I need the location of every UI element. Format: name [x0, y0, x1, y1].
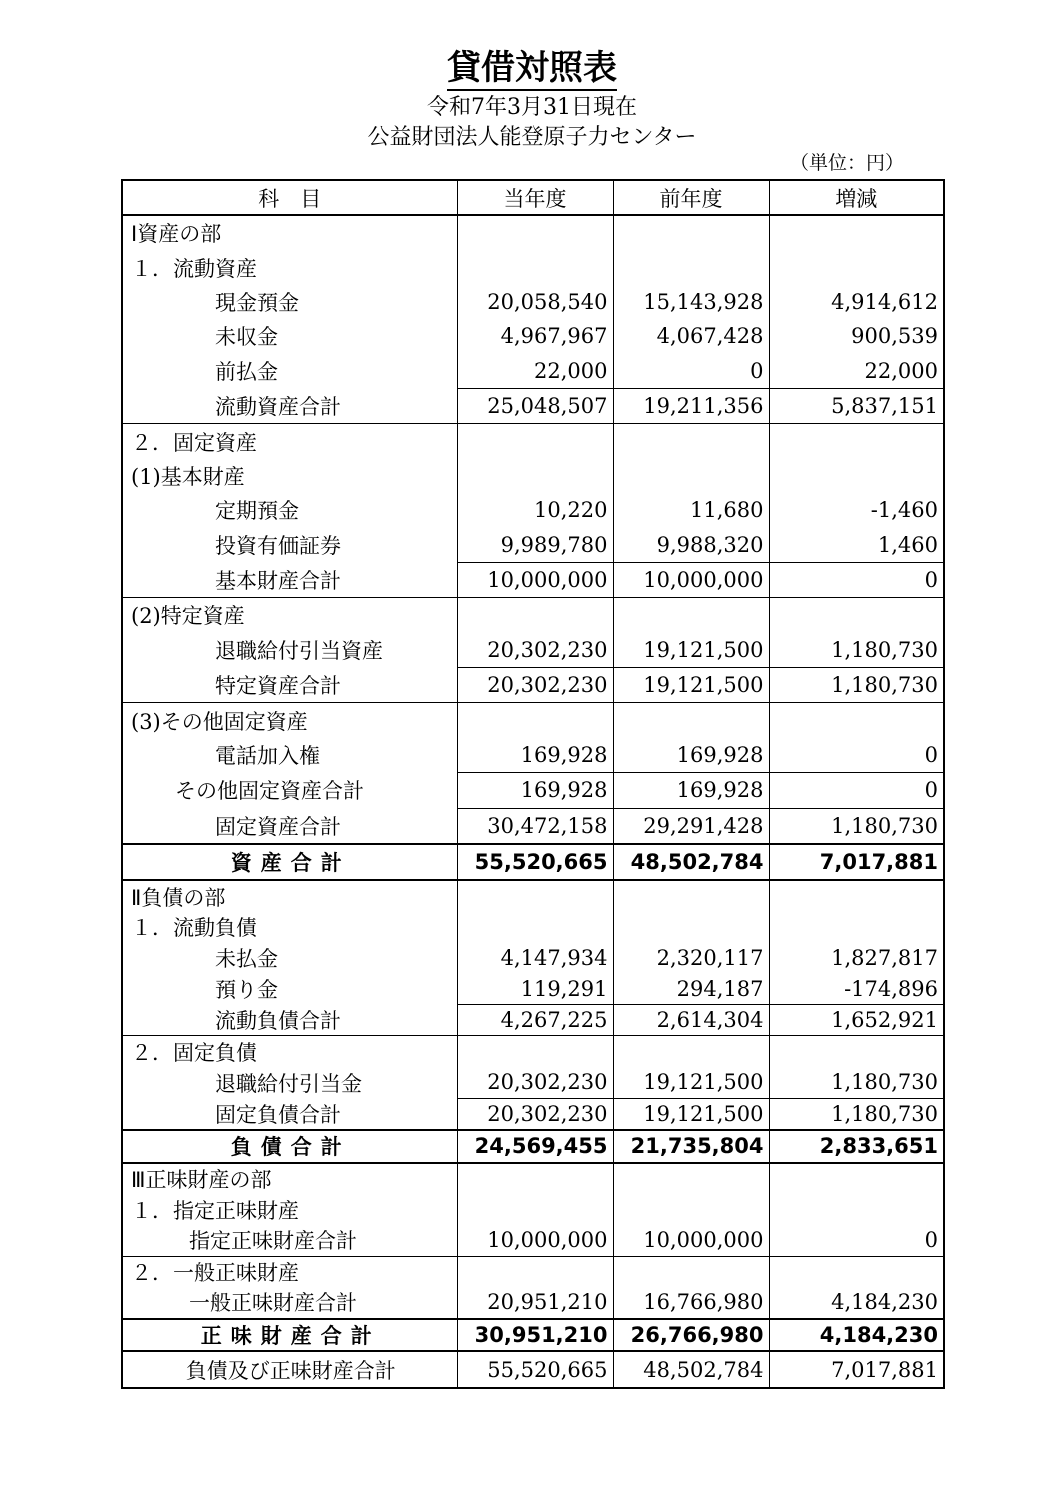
row-label: 電話加入権: [122, 738, 457, 773]
previous-value: 10,000,000: [613, 562, 769, 597]
row-label: ２．固定資産: [122, 424, 457, 459]
change-value: 0: [769, 1225, 944, 1256]
current-value: 169,928: [457, 773, 613, 808]
row-label: (1)基本財産: [122, 459, 457, 493]
row-label: １．指定正味財産: [122, 1194, 457, 1225]
previous-value: 19,121,500: [613, 1067, 769, 1098]
total-liabilities-and-net-assets-row: [122, 1351, 944, 1387]
table-row: [122, 319, 944, 353]
subtotal-row: [122, 1225, 944, 1256]
row-label: ２．一般正味財産: [122, 1256, 457, 1287]
group-row: [122, 598, 944, 633]
row-label: 未払金: [122, 943, 457, 974]
table-row: [122, 633, 944, 668]
row-label: ２．固定負債: [122, 1036, 457, 1067]
subtotal-row: [122, 1287, 944, 1319]
change-value: 5,837,151: [769, 388, 944, 423]
row-label: 一般正味財産合計: [122, 1287, 457, 1319]
group-row: [122, 424, 944, 459]
previous-value: 4,067,428: [613, 319, 769, 353]
group-row: [122, 1256, 944, 1287]
current-value: 20,951,210: [457, 1287, 613, 1319]
change-value: 1,180,730: [769, 808, 944, 844]
row-label: 指定正味財産合計: [122, 1225, 457, 1256]
subtotal-row: [122, 773, 944, 808]
row-label: (3)その他固定資産: [122, 703, 457, 738]
table-row: [122, 943, 944, 974]
row-label: 流動資産合計: [122, 388, 457, 423]
previous-value: 169,928: [613, 738, 769, 773]
current-value: 20,302,230: [457, 1067, 613, 1098]
current-value: 4,967,967: [457, 319, 613, 353]
row-label: 負債合計: [122, 1130, 457, 1163]
group-row: [122, 459, 944, 493]
row-label: 正味財産合計: [122, 1319, 457, 1352]
change-value: 4,914,612: [769, 285, 944, 319]
change-value: -174,896: [769, 973, 944, 1004]
change-value: 1,180,730: [769, 668, 944, 703]
subtotal-row: [122, 1098, 944, 1130]
previous-value: 0: [613, 354, 769, 389]
row-label: 固定負債合計: [122, 1098, 457, 1130]
row-label: Ⅲ正味財産の部: [122, 1163, 457, 1195]
change-value: 7,017,881: [769, 844, 944, 880]
change-value: 1,827,817: [769, 943, 944, 974]
change-value: 4,184,230: [769, 1319, 944, 1352]
change-value: 1,652,921: [769, 1004, 944, 1036]
current-value: 10,000,000: [457, 1225, 613, 1256]
total-assets-row: [122, 844, 944, 880]
row-label: 流動負債合計: [122, 1004, 457, 1036]
section-row: [122, 880, 944, 912]
change-value: 1,180,730: [769, 633, 944, 668]
section-row: [122, 215, 944, 250]
previous-value: 2,320,117: [613, 943, 769, 974]
header-current: 当年度: [457, 180, 613, 215]
current-value: 24,569,455: [457, 1130, 613, 1163]
group-row: [122, 912, 944, 943]
current-value: 4,267,225: [457, 1004, 613, 1036]
current-value: 10,220: [457, 493, 613, 527]
previous-value: 48,502,784: [613, 1351, 769, 1387]
section-row: [122, 1163, 944, 1195]
row-label: 預り金: [122, 973, 457, 1004]
group-row: [122, 1194, 944, 1225]
row-label: 固定資産合計: [122, 808, 457, 844]
change-value: 0: [769, 773, 944, 808]
total-liabilities-row: [122, 1130, 944, 1163]
current-value: 20,302,230: [457, 668, 613, 703]
change-value: 1,180,730: [769, 1067, 944, 1098]
balance-sheet-table: [121, 179, 945, 1389]
row-label: 定期預金: [122, 493, 457, 527]
current-value: 20,058,540: [457, 285, 613, 319]
unit-label: （単位：円）: [789, 152, 904, 174]
previous-value: 2,614,304: [613, 1004, 769, 1036]
subtotal-row: [122, 808, 944, 844]
current-value: 4,147,934: [457, 943, 613, 974]
row-label: 前払金: [122, 354, 457, 389]
current-value: 25,048,507: [457, 388, 613, 423]
row-label: １．流動負債: [122, 912, 457, 943]
row-label: その他固定資産合計: [122, 773, 457, 808]
current-value: 22,000: [457, 354, 613, 389]
current-value: 20,302,230: [457, 633, 613, 668]
current-value: 9,989,780: [457, 528, 613, 563]
as-of-date: 令和7年3月31日現在: [427, 95, 637, 120]
subtotal-row: [122, 562, 944, 597]
row-label: 特定資産合計: [122, 668, 457, 703]
header-change: 増減: [769, 180, 944, 215]
previous-value: 26,766,980: [613, 1319, 769, 1352]
change-value: 7,017,881: [769, 1351, 944, 1387]
subtotal-row: [122, 1004, 944, 1036]
change-value: 0: [769, 562, 944, 597]
header-account: 科 目: [122, 180, 457, 215]
previous-value: 294,187: [613, 973, 769, 1004]
header-previous: 前年度: [613, 180, 769, 215]
table-row: [122, 285, 944, 319]
row-label: Ⅱ負債の部: [122, 880, 457, 912]
previous-value: 19,121,500: [613, 1098, 769, 1130]
change-value: 1,460: [769, 528, 944, 563]
previous-value: 9,988,320: [613, 528, 769, 563]
row-label: １．流動資産: [122, 250, 457, 284]
current-value: 20,302,230: [457, 1098, 613, 1130]
subtotal-row: [122, 388, 944, 423]
previous-value: 29,291,428: [613, 808, 769, 844]
previous-value: 11,680: [613, 493, 769, 527]
row-label: 現金預金: [122, 285, 457, 319]
header-row: [122, 180, 944, 215]
row-label: 負債及び正味財産合計: [122, 1351, 457, 1387]
change-value: -1,460: [769, 493, 944, 527]
table-row: [122, 528, 944, 563]
row-label: 資産合計: [122, 844, 457, 880]
current-value: 10,000,000: [457, 562, 613, 597]
change-value: 4,184,230: [769, 1287, 944, 1319]
table-row: [122, 738, 944, 773]
previous-value: 10,000,000: [613, 1225, 769, 1256]
table-row: [122, 493, 944, 527]
row-label: 基本財産合計: [122, 562, 457, 597]
change-value: 1,180,730: [769, 1098, 944, 1130]
row-label: (2)特定資産: [122, 598, 457, 633]
row-label: Ⅰ資産の部: [122, 215, 457, 250]
current-value: 30,472,158: [457, 808, 613, 844]
group-row: [122, 250, 944, 284]
previous-value: 19,121,500: [613, 633, 769, 668]
previous-value: 169,928: [613, 773, 769, 808]
change-value: 22,000: [769, 354, 944, 389]
previous-value: 21,735,804: [613, 1130, 769, 1163]
previous-value: 48,502,784: [613, 844, 769, 880]
row-label: 退職給付引当資産: [122, 633, 457, 668]
current-value: 119,291: [457, 973, 613, 1004]
change-value: 2,833,651: [769, 1130, 944, 1163]
row-label: 投資有価証券: [122, 528, 457, 563]
subtotal-row: [122, 668, 944, 703]
change-value: 900,539: [769, 319, 944, 353]
previous-value: 19,121,500: [613, 668, 769, 703]
current-value: 30,951,210: [457, 1319, 613, 1352]
current-value: 169,928: [457, 738, 613, 773]
table-row: [122, 1067, 944, 1098]
total-net-assets-row: [122, 1319, 944, 1352]
previous-value: 16,766,980: [613, 1287, 769, 1319]
document-title: 貸借対照表: [0, 46, 1058, 90]
previous-value: 19,211,356: [613, 388, 769, 423]
row-label: 退職給付引当金: [122, 1067, 457, 1098]
row-label: 未収金: [122, 319, 457, 353]
organization-name: 公益財団法人能登原子力センター: [367, 125, 697, 150]
table-row: [122, 973, 944, 1004]
current-value: 55,520,665: [457, 844, 613, 880]
previous-value: 15,143,928: [613, 285, 769, 319]
current-value: 55,520,665: [457, 1351, 613, 1387]
change-value: 0: [769, 738, 944, 773]
group-row: [122, 1036, 944, 1067]
table-row: [122, 354, 944, 389]
group-row: [122, 703, 944, 738]
